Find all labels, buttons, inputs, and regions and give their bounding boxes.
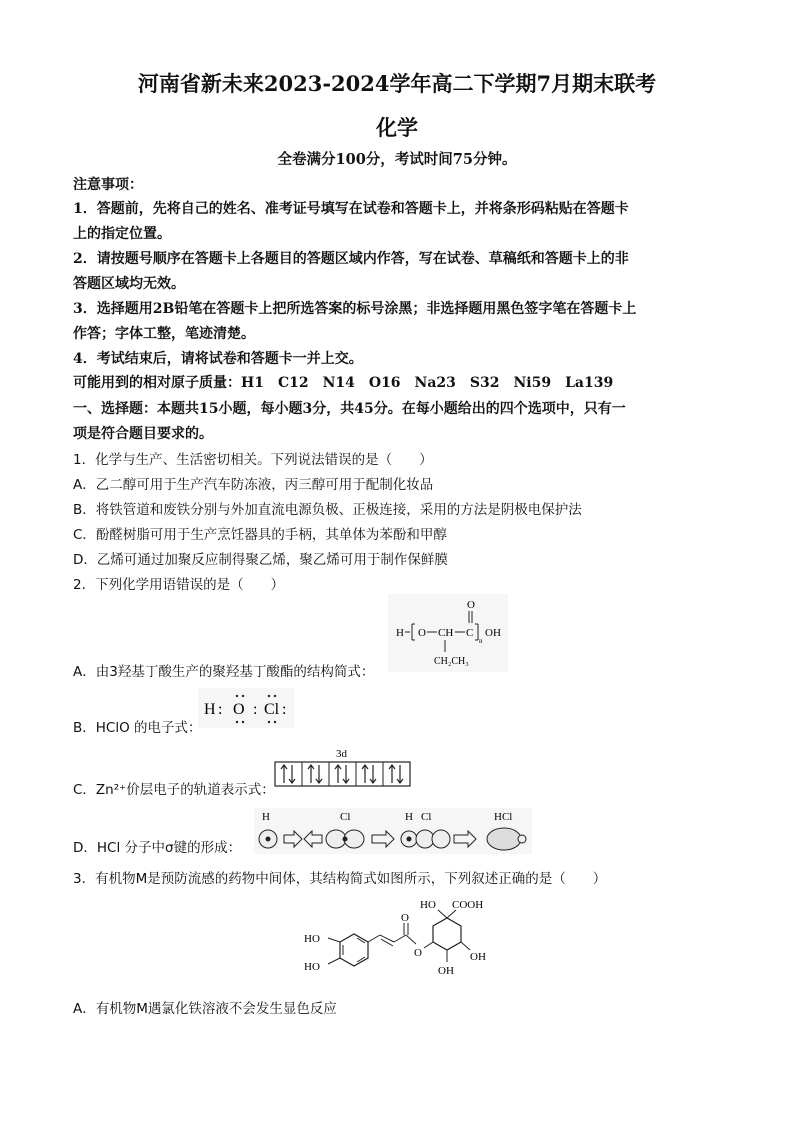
- atom-h-label: H: [204, 701, 216, 718]
- q1-option-b: B．将铁管道和废铁分别与外加直流电源负极、正极连接，采用的方法是阴极电保护法: [73, 502, 582, 518]
- orbital-3d-label: 3d: [336, 748, 347, 760]
- section-heading: 一、选择题：本题共15小题，每小题3分，共45分。在每小题给出的四个选项中，只有一: [73, 401, 626, 417]
- q2-option-a: A．由3羟基丁酸生产的聚羟基丁酸酯的结构简式：: [73, 664, 375, 680]
- cl-atom-label: Cl: [340, 811, 351, 823]
- q3-stem: 3．有机物M是预防流感的药物中间体，其结构简式如图所示，下列叙述正确的是（ ）: [73, 871, 607, 887]
- repeat-n-label: n: [479, 637, 483, 645]
- chain-c-label: C: [466, 627, 474, 639]
- chain-h-label: H: [396, 627, 404, 639]
- svg-text::: :: [218, 701, 223, 718]
- exam-title: 河南省新未来2023-2024学年高二下学期7月期末联考: [137, 71, 657, 96]
- ester-o: O: [414, 947, 422, 959]
- note-line: 答题区域均无效。: [73, 276, 185, 292]
- hcl-label: HCl: [494, 811, 513, 823]
- note-line: 上的指定位置。: [73, 226, 171, 242]
- svg-text::: :: [253, 701, 258, 718]
- polymer-structure-figure: [388, 594, 508, 672]
- cl-atom-label-2: Cl: [421, 811, 432, 823]
- note-line: 3．选择题用2B铅笔在答题卡上把所选答案的标号涂黑；非选择题用黑色签字笔在答题卡上: [73, 301, 637, 317]
- q2-option-b: B．HClO 的电子式：: [73, 720, 202, 736]
- atomic-masses: 可能用到的相对原子质量：H1 C12 N14 O16 Na23 S32 Ni59 La139: [73, 375, 614, 391]
- ho-label-ring-2: HO: [304, 961, 320, 973]
- chain-o-label: O: [418, 627, 426, 639]
- q1-stem: 1．化学与生产、生活密切相关。下列说法错误的是（ ）: [73, 452, 433, 468]
- atom-o-label: O: [233, 701, 245, 718]
- h-atom-label: H: [262, 811, 270, 823]
- note-line: 1．答题前，先将自己的姓名、准考证号填写在试卷和答题卡上，并将条形码粘贴在答题卡: [73, 201, 629, 217]
- ho-label-ring-1: HO: [304, 933, 320, 945]
- atom-cl-label: Cl: [264, 701, 280, 718]
- hclo-electron-formula: [198, 688, 294, 728]
- section-heading-cont: 项是符合题目要求的。: [73, 426, 213, 442]
- chain-ch-label: CH: [438, 627, 454, 639]
- q3-option-a: A．有机物M遇氯化铁溶液不会发生显色反应: [73, 1001, 337, 1017]
- q1-option-a: A．乙二醇可用于生产汽车防冻液，丙三醇可用于配制化妆品: [73, 477, 434, 493]
- note-line: 2．请按题号顺序在答题卡上各题目的答题区域内作答，写在试卷、草稿纸和答题卡上的非: [73, 251, 629, 267]
- oh-label-bottom: OH: [438, 965, 454, 977]
- notes-heading: 注意事项：: [73, 177, 143, 193]
- oh-label-right: OH: [470, 951, 486, 963]
- ethyl-label: CH₂CH₃: [434, 656, 469, 667]
- sigma-bond-figure: [254, 808, 532, 854]
- q1-option-c: C．酚醛树脂可用于生产烹饪器具的手柄，其单体为苯酚和甲醇: [73, 527, 447, 543]
- q2-option-d: D．HCl 分子中σ键的形成：: [73, 840, 242, 856]
- exam-info: 全卷满分100分，考试时间75分钟。: [277, 151, 517, 168]
- cooh-label: COOH: [452, 899, 484, 911]
- carbonyl-o: O: [401, 912, 409, 924]
- subject-title: 化学: [376, 115, 418, 140]
- h-atom-label-2: H: [405, 811, 413, 823]
- chain-oh-label: OH: [485, 627, 501, 639]
- q1-option-d: D．乙烯可通过加聚反应制得聚乙烯，聚乙烯可用于制作保鲜膜: [73, 552, 448, 568]
- ho-label-top: HO: [420, 899, 436, 911]
- q2-option-c: C．Zn²⁺价层电子的轨道表示式：: [73, 782, 275, 798]
- svg-text::: :: [282, 701, 287, 718]
- molecule-m-structure: [298, 890, 498, 990]
- zn-orbital-diagram: [270, 745, 416, 789]
- orbital-arrows: [281, 765, 403, 783]
- carbonyl-o-label: O: [467, 599, 475, 611]
- q2-stem: 2．下列化学用语错误的是（ ）: [73, 577, 285, 593]
- note-line: 作答；字体工整，笔迹清楚。: [73, 326, 255, 342]
- note-line: 4．考试结束后，请将试卷和答题卡一并上交。: [73, 351, 363, 367]
